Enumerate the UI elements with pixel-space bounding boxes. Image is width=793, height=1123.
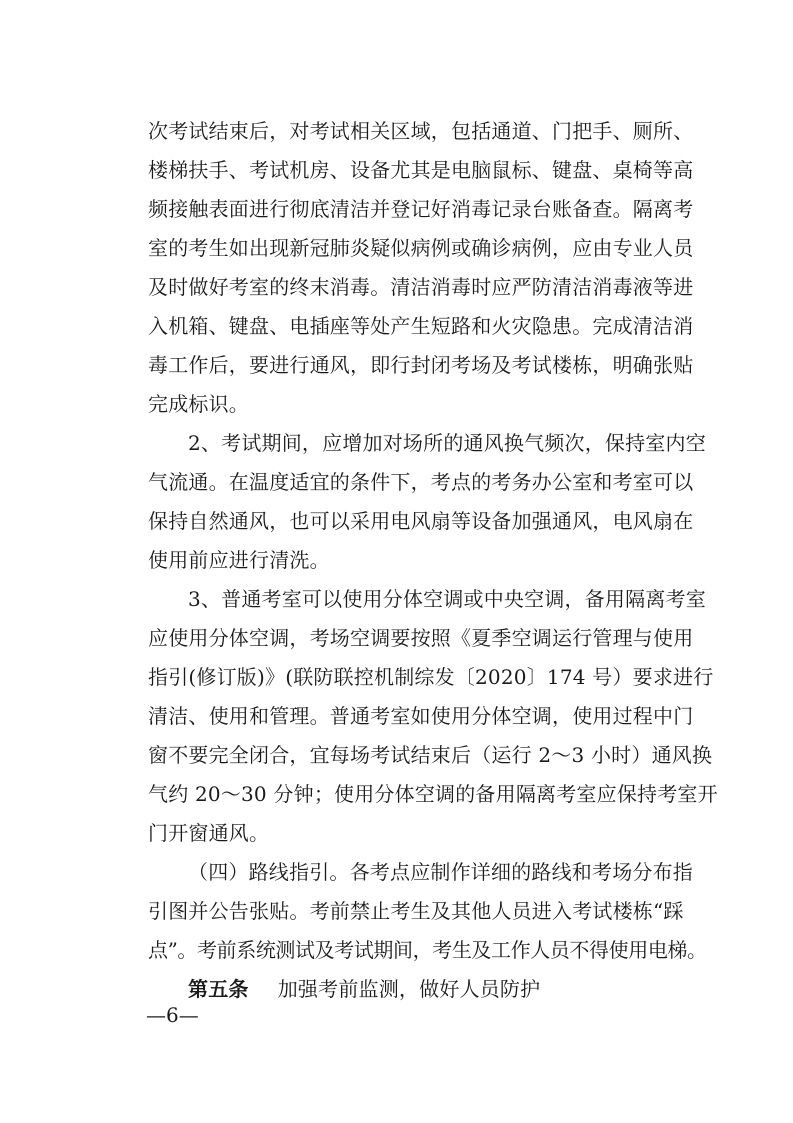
body-line: 门开窗通风。 (148, 821, 270, 845)
paragraph-start-line: 2、考试期间，应增加对场所的通风换气频次，保持室内空 (188, 431, 706, 455)
article-heading-label: 第五条 (188, 977, 249, 1001)
article-heading (188, 976, 748, 1002)
body-line: 室的考生如出现新冠肺炎疑似病例或确诊病例，应由专业人员 (148, 236, 694, 260)
body-line: 气流通。在温度适宜的条件下，考点的考务办公室和考室可以 (148, 470, 694, 494)
body-line: 完成标识。 (148, 392, 249, 416)
body-line: 引图并公告张贴。考前禁止考生及其他人员进入考试楼栋“踩 (148, 899, 684, 923)
body-line: 清洁、使用和管理。普通考室如使用分体空调，使用过程中门 (148, 704, 694, 728)
body-line: 气约 20～30 分钟；使用分体空调的备用隔离考室应保持考室开 (148, 782, 718, 806)
body-line: 频接触表面进行彻底清洁并登记好消毒记录台账备查。隔离考 (148, 197, 694, 221)
body-line: 点”。考前系统测试及考试期间，考生及工作人员不得使用电梯。 (148, 938, 707, 962)
body-line: 次考试结束后，对考试相关区域，包括通道、门把手、厕所、 (148, 119, 694, 143)
article-heading-text: 加强考前监测，做好人员防护 (277, 977, 541, 1001)
body-line: 指引(修订版)》(联防联控机制综发〔2020〕174 号）要求进行 (148, 665, 714, 689)
body-line: 窗不要完全闭合，宜每场考试结束后（运行 2～3 小时）通风换 (148, 743, 713, 767)
paragraph-start-line: （四）路线指引。各考点应制作详细的路线和考场分布指 (188, 860, 693, 884)
body-line: 入机箱、键盘、电插座等处产生短路和火灾隐患。完成清洁消 (148, 314, 694, 338)
body-line: 及时做好考室的终末消毒。清洁消毒时应严防清洁消毒液等进 (148, 275, 694, 299)
paragraph-start-line: 3、普通考室可以使用分体空调或中央空调，备用隔离考室 (188, 587, 706, 611)
body-line: 保持自然通风，也可以采用电风扇等设备加强通风，电风扇在 (148, 509, 694, 533)
body-line: 楼梯扶手、考试机房、设备尤其是电脑鼠标、键盘、桌椅等高 (148, 158, 694, 182)
body-line: 使用前应进行清洗。 (148, 548, 330, 572)
body-line: 应使用分体空调，考场空调要按照《夏季空调运行管理与使用 (148, 626, 694, 650)
page-number: —6— (146, 1003, 199, 1027)
body-line: 毒工作后，要进行通风，即行封闭考场及考试楼栋，明确张贴 (148, 353, 694, 377)
